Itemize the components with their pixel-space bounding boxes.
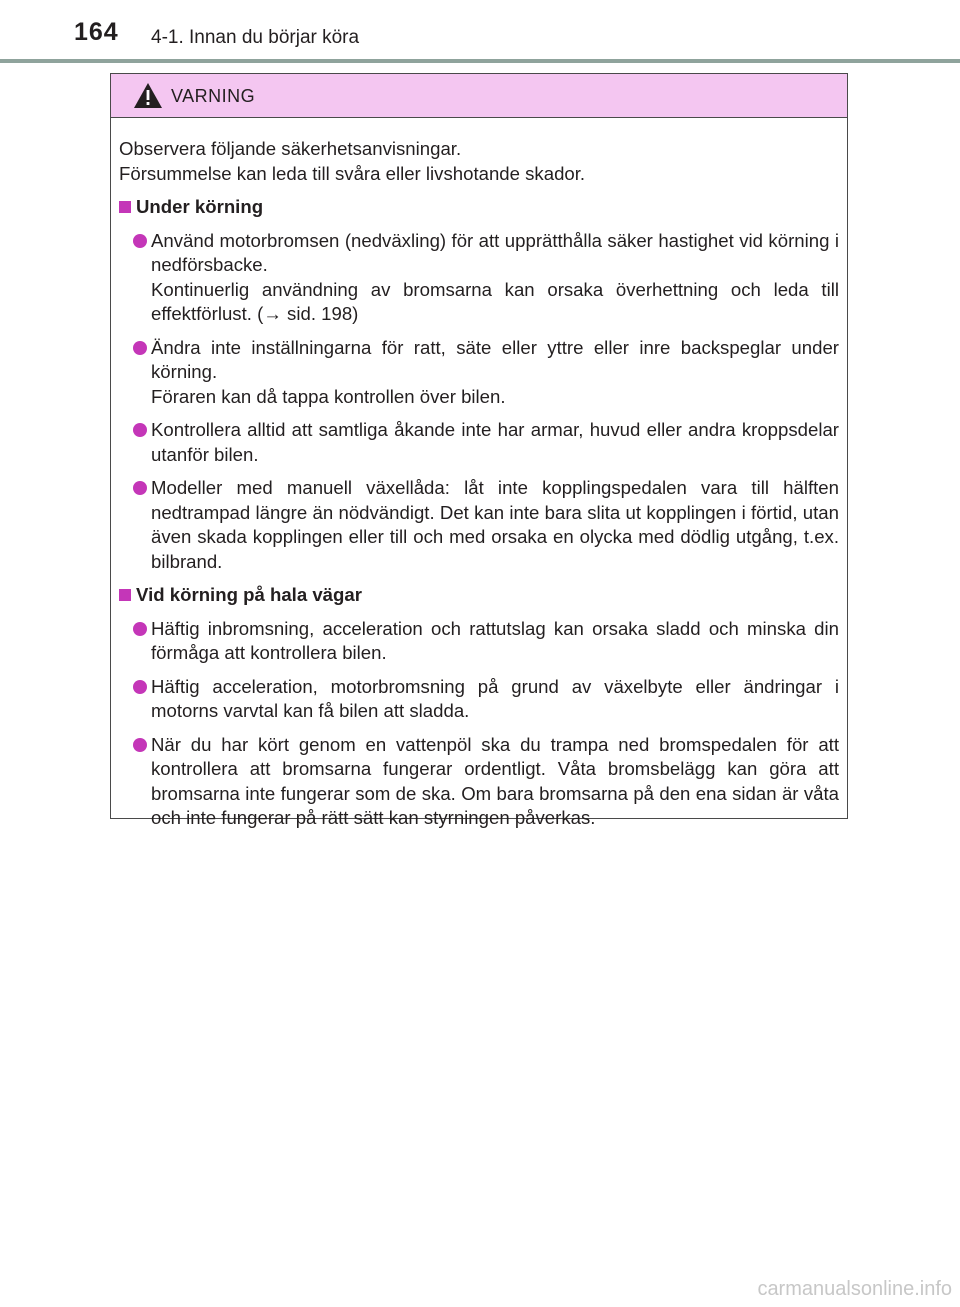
- header-rule: [0, 59, 960, 63]
- item-paragraph: Modeller med manuell växellåda: låt inte kopplingspedalen vara till hälften nedtrampad längre än nödvändigt. Det kan inte bara slita ut kopplingen i förtid, utan även skada kopplingen eller till och med orsaka en olycka med dödlig utgång, t.ex. bilbrand.: [151, 477, 839, 572]
- circle-bullet-icon: [133, 622, 147, 636]
- intro-line: Observera följande säkerhetsanvisningar.: [119, 138, 462, 159]
- circle-bullet-icon: [133, 481, 147, 495]
- warning-box: [110, 73, 848, 828]
- item-paragraph: Föraren kan då tappa kontrollen över bilen.: [151, 385, 506, 407]
- item-paragraph: Häftig inbromsning, acceleration och rattutslag kan orsaka sladd och minska din förmåga att kontrollera bilen.: [151, 617, 839, 663]
- watermark: carmanualsonline.info: [757, 1278, 952, 1300]
- warning-header: [111, 74, 847, 118]
- circle-bullet-icon: [133, 234, 147, 248]
- item-text: [151, 617, 839, 666]
- item-paragraph: Kontinuerlig användning av bromsarna kan orsaka överhettning och leda till effektförlust. (→ sid. 198): [151, 278, 839, 324]
- list-item: [119, 418, 839, 467]
- list-item: [119, 617, 839, 666]
- item-paragraph: När du har kört genom en vattenpöl ska du trampa ned bromspedalen för att kontrollera att bromsarna fungerar ordentligt. Våta bromsbelägg kan göra att bromsarna inte fungerar som de ska. Om bara bromsarna på den ena sidan är våta och inte fungerar på rätt sätt kan styrningen påverkas.: [151, 733, 839, 828]
- square-bullet-icon: [119, 201, 131, 213]
- item-text: [151, 229, 839, 327]
- item-paragraph: Häftig acceleration, motorbromsning på grund av växelbyte eller ändringar i motorns varvtal kan få bilen att sladda.: [151, 675, 839, 721]
- section-hala-vagar: [119, 583, 839, 831]
- item-paragraph: Ändra inte inställningarna för ratt, säte eller yttre eller inre backspeglar under körning.: [151, 336, 839, 382]
- item-text: [151, 418, 839, 467]
- warning-body: [111, 118, 847, 831]
- circle-bullet-icon: [133, 423, 147, 437]
- section-title-text: Under körning: [136, 196, 264, 217]
- intro-line: Försummelse kan leda till svåra eller livshotande skador.: [119, 162, 586, 184]
- list-item: [119, 476, 839, 574]
- circle-bullet-icon: [133, 738, 147, 752]
- list-item: [119, 733, 839, 831]
- circle-bullet-icon: [133, 680, 147, 694]
- section-title: [119, 583, 839, 608]
- item-text: [151, 675, 839, 724]
- list-item: [119, 336, 839, 410]
- item-text: [151, 476, 839, 574]
- chapter-title: 4-1. Innan du börjar köra: [151, 27, 360, 48]
- item-text: [151, 336, 839, 410]
- square-bullet-icon: [119, 589, 131, 601]
- section-under-korning: [119, 195, 839, 574]
- section-title-text: Vid körning på hala vägar: [136, 584, 362, 605]
- page-number: 164: [74, 18, 119, 46]
- list-item: [119, 229, 839, 327]
- section-title: [119, 195, 839, 220]
- list-item: [119, 675, 839, 724]
- warning-triangle-icon: [133, 82, 163, 109]
- circle-bullet-icon: [133, 341, 147, 355]
- item-paragraph: Kontrollera alltid att samtliga åkande inte har armar, huvud eller andra kroppsdelar utanför bilen.: [151, 419, 839, 465]
- item-text: [151, 733, 839, 831]
- warning-label: VARNING: [171, 86, 256, 106]
- item-paragraph: Använd motorbromsen (nedväxling) för att upprätthålla säker hastighet vid körning i nedförsbacke.: [151, 229, 839, 275]
- warning-intro: [119, 137, 839, 186]
